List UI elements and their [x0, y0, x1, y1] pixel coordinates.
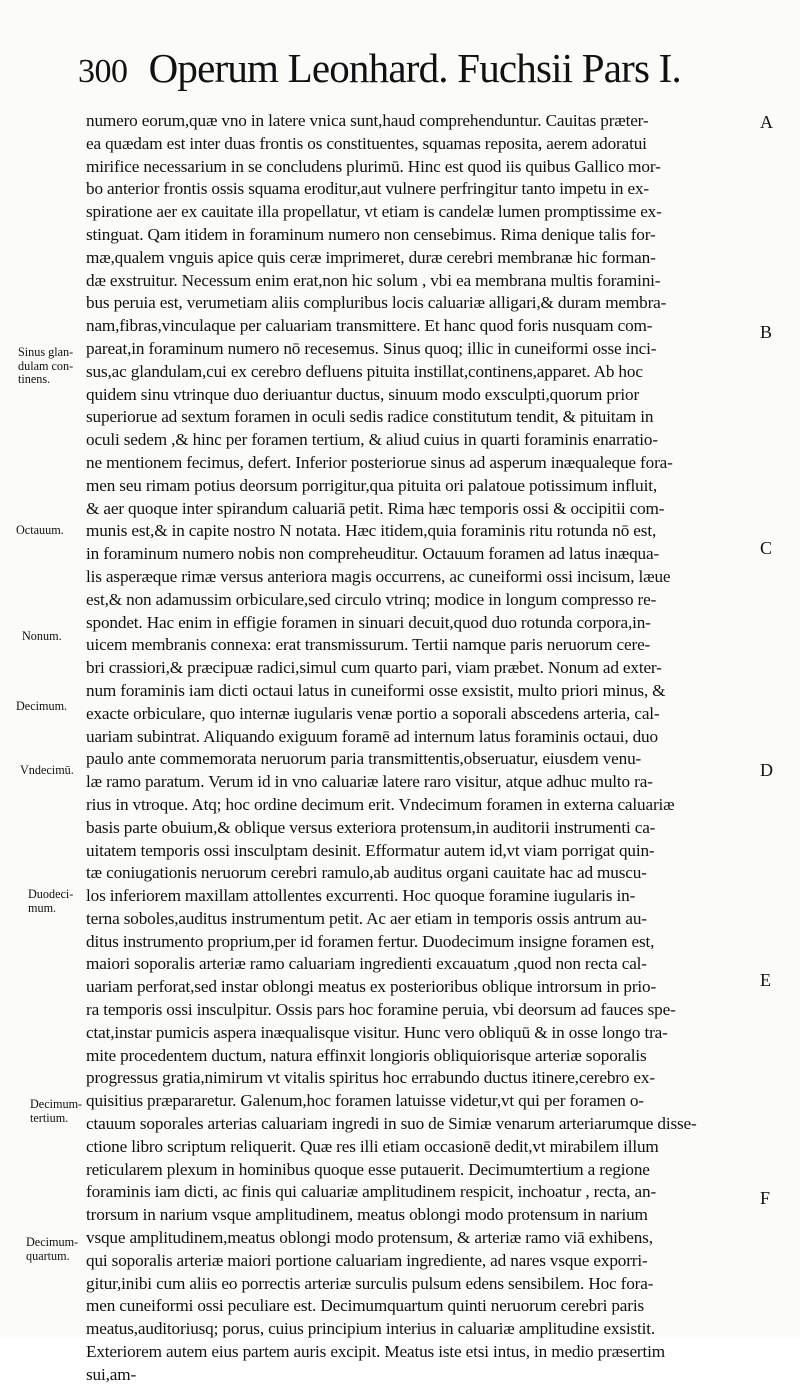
- section-letter-d: D: [760, 760, 773, 780]
- text-line: uariam subintrat. Aliquando exiguum foramē ad internum latus foraminis octaui, duo: [86, 726, 658, 746]
- text-line: uitatem temporis ossi insculptam desinit. Efformatur autem id,vt viam porrigat quin-: [86, 840, 655, 860]
- text-line: sui,am-: [86, 1364, 137, 1384]
- text-line: in foraminum numero nobis non compreheuditur. Octauum foramen ad latus inæqua-: [86, 544, 660, 564]
- margin-note-decimumquartum: [26, 1236, 78, 1263]
- body-text: [86, 110, 771, 1387]
- section-letter-f: F: [760, 1188, 771, 1208]
- text-line: quidem sinu vtrinque duo deriuantur ductus, sinuum modo exsculpti,quorum prior: [86, 384, 640, 404]
- margin-note-vndecimum: Vndecimū.: [20, 763, 74, 777]
- text-line: nam,fibras,vinculaque per caluariam transmittere. Et hanc quod foris nusquam com-: [86, 316, 653, 336]
- text-line: & aer quoque inter spirandum caluariā petit. Rima hæc temporis ossi & occipitii com-: [86, 498, 665, 518]
- text-line: ea quædam est inter duas frontis os constituentes, squamas reposita, aerem adoratui: [86, 133, 647, 153]
- text-line: pareat,in foraminum numero nō recesemus. Sinus quoq; illic in cuneiformi osse inci-: [86, 338, 657, 358]
- text-line: lis asperæque rimæ versus anteriora magis occurrens, ac cuneiformi ossi incisum, læue: [86, 566, 671, 586]
- text-line: spondet. Hac enim in effigie foramen in sinuari decuit,quod duo rotunda corpora,in-: [86, 612, 651, 632]
- text-line: bri crassiori,& præcipuæ radici,simul cum quarto pari, viam præbet. Nonum ad exter-: [86, 658, 662, 678]
- text-line: progressus gratia,nimirum vt vitalis spiritus hoc errabundo ductus itinere,cerebro ex-: [86, 1068, 655, 1088]
- text-line: Exteriorem autem eius partem auris excipit. Meatus iste etsi intus, in medio præsertim: [86, 1342, 665, 1362]
- text-line: exacte orbiculare, quo internæ iugularis venæ portio a soporali abscedens arteria, cal-: [86, 703, 660, 723]
- running-title: Operum Leonhard. Fuchsii Pars I.: [148, 45, 681, 91]
- text-line: num foraminis iam dicti octaui latus in cuneiformi osse exsistit, multo priori minus, &: [86, 680, 666, 700]
- margin-note-line: tinens.: [18, 372, 51, 386]
- text-line: paulo ante commemorata neruorum paria transmittentis,obseruatur, eiusdem venu-: [86, 749, 642, 769]
- margin-note-nonum: Nonum.: [22, 629, 62, 643]
- text-line: mite procedentem ductum, natura effinxit longioris obliquiorisque arteriæ soporalis: [86, 1045, 647, 1065]
- text-line: læ ramo paratum. Verum id in vno caluariæ latere raro visitur, atque adhuc multo ra-: [86, 772, 653, 792]
- text-line: munis est,& in capite nostro N notata. Hæc itidem,quia foraminis ritu rotunda nō est,: [86, 521, 657, 541]
- text-line: los inferiorem maxillam attollentes excurrenti. Hoc quoque foramine iugularis in-: [86, 886, 636, 906]
- text-line: ctione libro scriptum reliquerit. Quæ res illi etiam occasionē dedit,vt mirabilem illum: [86, 1136, 659, 1156]
- text-line: uicem membranis connexa: erat transmissurum. Tertii namque paris neruorum cere-: [86, 635, 651, 655]
- margin-note-line: mum.: [28, 900, 57, 915]
- text-line: trorsum in narium vsque amplitudinem, meatus oblongi modo protensum in narium: [86, 1205, 648, 1225]
- text-line: ctat,instar pumicis aspera inæqualisque visitur. Hunc vero obliquū & in osse longo tra-: [86, 1022, 668, 1042]
- text-line: meatus,auditoriusq; porus, cuius principium interius in caluariæ amplitudine exsistit.: [86, 1319, 655, 1339]
- section-letter-c: C: [760, 538, 773, 558]
- margin-note-decimumtertium: [30, 1098, 82, 1125]
- text-line: men seu rimam potius deorsum porrigitur,qua pituita ori palatoue potissimum influit,: [86, 475, 658, 495]
- text-line: maiori soporalis arteriæ ramo caluariam ingredienti excauatum ,quod non recta cal-: [86, 954, 647, 974]
- margin-note-duodecimum: [28, 888, 73, 915]
- text-line: basis parte obuium,& oblique versus exteriora protensum,in auditorii instrumenti ca-: [86, 817, 656, 837]
- margin-note-line: tertium.: [30, 1110, 69, 1125]
- text-line: ditus instrumento proprium,per id foramen fertur. Duodecimum insigne foramen est,: [86, 931, 655, 951]
- text-line: est,& non adamussim orbiculare,sed circulo vtrinq; modice in longum compresso re-: [86, 589, 657, 609]
- text-line: foraminis iam dicti, ac finis qui caluariæ amplitudinem respicit, inchoatur , recta, an-: [86, 1182, 657, 1202]
- text-line: uariam perforat,sed instar oblongi meatus ex posterioribus oblique introrsum in prio-: [86, 977, 657, 997]
- text-line: terna soboles,auditus instrumentum petit. Ac aer etiam in temporis ossis antrum au-: [86, 908, 647, 928]
- text-line: vsque amplitudinem,meatus oblongi modo protensum, & arteriæ ramo viā exhibens,: [86, 1228, 653, 1248]
- text-line: ctauum soporales arterias caluariam ingredi in suo de Simiæ venarum arteriarumque disse-: [86, 1114, 697, 1134]
- text-line: men cuneiformi ossi peculiare est. Decimumquartum quinti neruorum cerebri paris: [86, 1296, 645, 1316]
- text-line: rius in vtroque. Atq; hoc ordine decimum erit. Vndecimum foramen in externa caluariæ: [86, 794, 675, 814]
- text-line: numero eorum,quæ vno in latere vnica sunt,haud comprehenduntur. Cauitas præter-: [86, 111, 649, 130]
- margin-note-line: Duodeci-: [28, 887, 74, 901]
- margin-note-line: Decimum-: [30, 1097, 83, 1111]
- text-line: dæ exstruitur. Necessum enim erat,non hic solum , vbi ea membrana multis foramini-: [86, 270, 661, 290]
- text-line: reticularem plexum in hominibus quoque esse putauerit. Decimumtertium a regione: [86, 1159, 650, 1179]
- text-line: ne mentionem fecimus, defert. Inferior posteriorue sinus ad asperum inæqualeque fora-: [86, 452, 673, 472]
- text-line: oculi sedem ,& hinc per foramen tertium, & aliud cuius in quarti foraminis enarratio-: [86, 430, 658, 450]
- margin-note-octauum: Octauum.: [16, 523, 64, 537]
- text-line: bo anterior frontis ossis squama eroditur,aut vulnere perfringitur tanto impetu in ex-: [86, 179, 649, 199]
- text-line: bus peruia est, verumetiam aliis compluribus locis caluariæ alligari,& duram membra-: [86, 293, 667, 313]
- text-line: ra temporis ossi insculpitur. Ossis pars hoc foramine peruia, vbi deorsum ad fauces spe-: [86, 1000, 676, 1020]
- text-line: sus,ac glandulam,cui ex cerebro defluens pituita instillat,continens,apparet. Ab hoc: [86, 361, 643, 381]
- text-line: qui soporalis arteriæ maiori portione caluariam ingrediente, ad nares vsque exporri-: [86, 1250, 648, 1270]
- margin-note-decimum: Decimum.: [16, 699, 68, 713]
- text-line: quisitius præpararetur. Galenum,hoc foramen latuisse videtur,vt qui per foramen o-: [86, 1091, 644, 1111]
- page-number: 300: [78, 53, 128, 90]
- text-line: gitur,inibi cum aliis eo porrectis arteriæ surculis pulsum edens sensibilem. Hoc fora-: [86, 1273, 654, 1293]
- margin-note-line: Decimum-: [26, 1235, 79, 1249]
- text-line: mæ,qualem vnguis apice quis ceræ imprimeret, duræ cerebri membranæ hic forman-: [86, 247, 656, 267]
- page-header: [78, 44, 681, 100]
- margin-note-line: dulam con-: [18, 358, 74, 373]
- text-line: mirifice necessarium in se concludens plurimū. Hinc est quod iis quibus Gallico mor-: [86, 156, 661, 176]
- section-letter-b: B: [760, 322, 773, 342]
- text-line: spiratione aer ex cauitate illa propellatur, vt etiam is candelæ lumen promptissime ex-: [86, 202, 662, 222]
- margin-note-sinus: [18, 346, 73, 387]
- text-line: superiorue ad sextum foramen in oculi sedis radice constitutum tendit, & pituitam in: [86, 407, 654, 427]
- margin-note-line: quartum.: [26, 1248, 70, 1263]
- text-line: tæ coniugationis neruorum cerebri ramulo,ab auditus organi cauitate hac ad muscu-: [86, 863, 647, 883]
- section-letter-e: E: [760, 970, 771, 990]
- section-letter-a: A: [760, 112, 773, 132]
- margin-note-line: Sinus glan-: [18, 345, 74, 359]
- text-line: stinguat. Qam itidem in foraminum numero non censebimus. Rima denique talis for-: [86, 224, 656, 244]
